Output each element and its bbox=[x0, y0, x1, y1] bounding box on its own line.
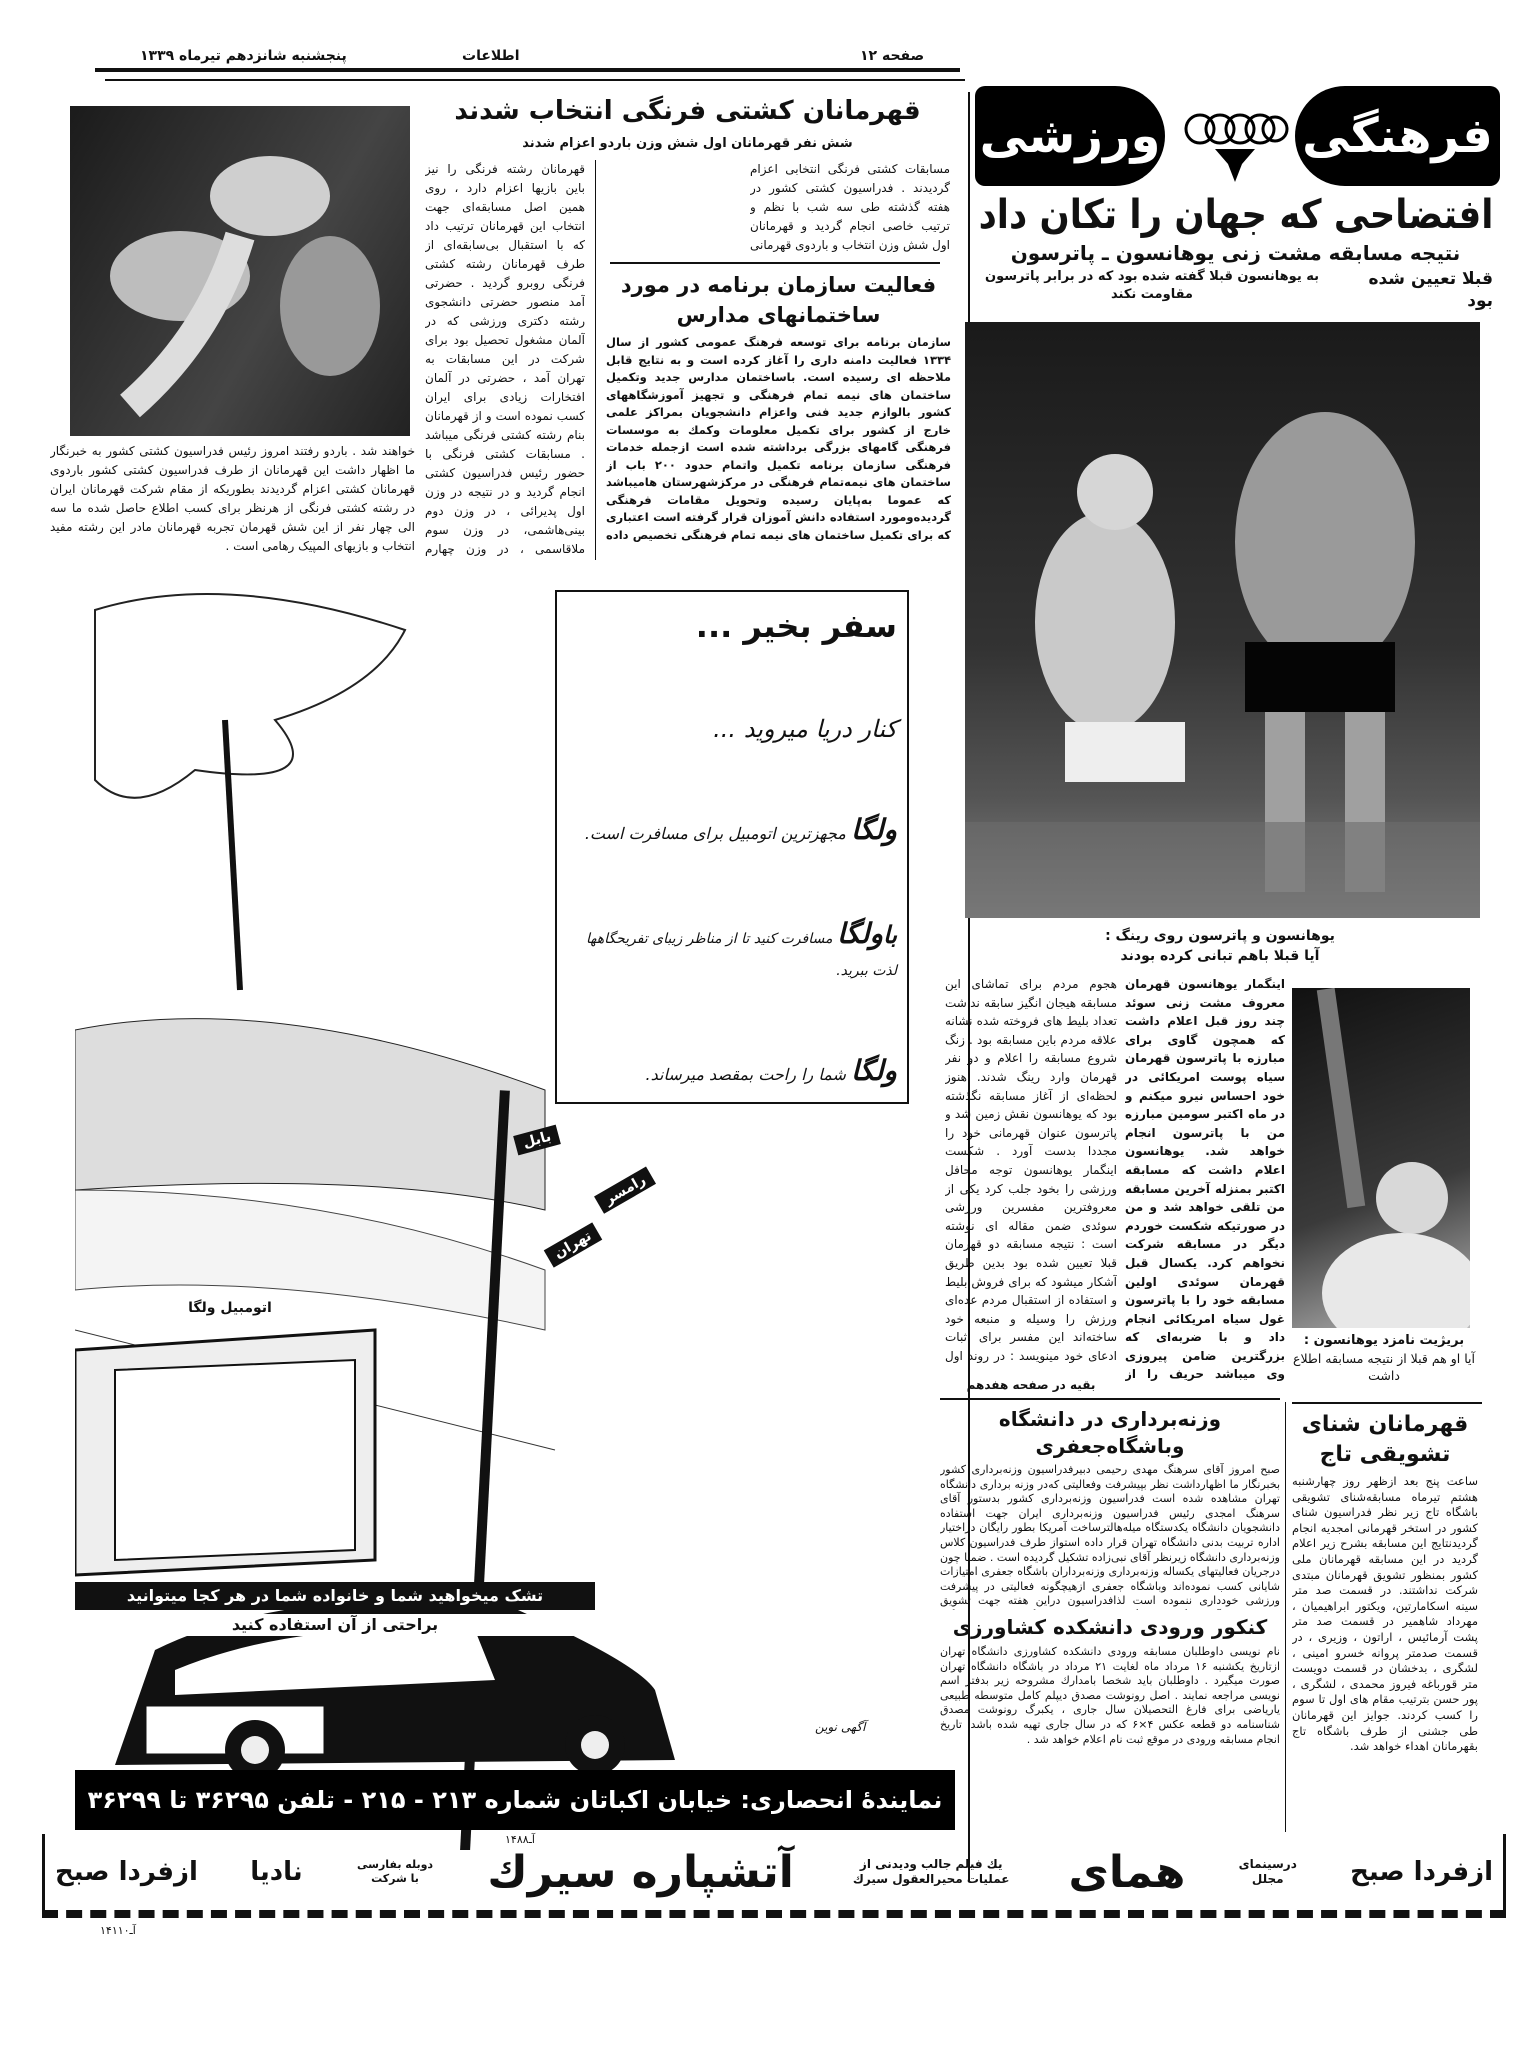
ad-line-3 bbox=[567, 813, 897, 851]
road-sign-ramsar: رامسر bbox=[594, 1166, 656, 1214]
boxing-column-2: هجوم مردم برای تماشای این مسابقه هیجان انگیز سابقه نداشت تعداد بلیط های فروخته شده نشانه علاقه مردم باین مسابقه بود . زنگ شروع مسابقه را اعلام و دو نفر قهرمان وارد رینگ شدند. هنوز لحظه‌ای از آغاز مسابقه نگذشته بود که یوهانسون نقش زمین شد و پاترسون عنوان قهرمانی خود را مجددا بدست آورد . شکست اینگمار یوهانسون توجه محافل ورزشی را بخود جلب کرد یکی از معروفترین مفسرین ورزشی سوئدی ضمن مقاله ای نوشته است : نتیجه مسابقه دو قهرمان قبلا تعیین شده بود بدین طریق آشکار میشود که برای فروش بلیط و استفاده از استقبال مردم عده‌ای ورزش را وسیله و منبعه خود ساخته‌اند این مفسر برای اثبات ادعای خود مینویسد : در روند اول bbox=[945, 977, 1117, 1363]
ad-slogans bbox=[75, 1582, 595, 1636]
weightlifting-body: صبح امروز آقای سرهنگ مهدی رحیمی دبیرفدراسیون وزنه‌برداری کشور بخبرنگار ما اظهارداشت نظر بپیشرفت وفعالیتی که‌در وزنه برداری دانشگاه تهران مشاهده شده است فدراسیون وزنه‌برداری کشور بدستور آقای سرهنگ امجدی رئیس فدراسیون وزنه‌برداری ایران جهت استفاده دانشجویان دانشگاه یکدستگاه میله‌هالترساخت آمریکا بطور رایگان دراختیار اداره تربیت بدنی دانشگاه تهران قرار داده استواز طرف فدراسیون کلاس وزنه‌برداری دانشگاه زیرنظر آقای نبی‌زاده تشکیل گردیده است . ضمنا چون درجریان فعالیتهای یکساله وزنه‌برداری وزنه‌برداران باشگاه جعفری امتیازات شایانی کسب نموده‌اند وباشگاه جعفری ازهیچگونه فعالیتی در پیشرفت ورزشی خودداری ننموده است لذافدراسیون دراین هفته جهت تشویق bbox=[940, 1463, 1280, 1608]
boxing-photo-caption-title: یوهانسون و پاترسون روی رینگ : bbox=[1105, 928, 1335, 944]
schools-headline: فعالیت سازمان برنامه در مورد ساختمانهای مدارس bbox=[620, 273, 937, 327]
ad-slogan-3: براحتی از آن استفاده کنید bbox=[75, 1614, 595, 1636]
konkur-article bbox=[940, 1614, 1280, 1828]
continued-note: بقیه در صفحه هفدهم bbox=[966, 1378, 1096, 1392]
logo-word-sport: ورزشی bbox=[975, 86, 1165, 186]
ad-line-5 bbox=[567, 1054, 897, 1092]
divider bbox=[1285, 1402, 1286, 1832]
brand-volga: ولگا bbox=[850, 1054, 897, 1087]
ad-line-1: سفر بخیر ... bbox=[695, 607, 897, 645]
cinema-advertisement bbox=[42, 1834, 1506, 1918]
film-title: آتشپاره سیرك bbox=[487, 1846, 794, 1898]
brigitte-photo bbox=[1292, 988, 1470, 1328]
ad-code: آـ۱۴۸۸ bbox=[505, 1833, 535, 1846]
schools-article bbox=[606, 270, 951, 542]
boxing-photo-caption bbox=[1020, 926, 1420, 966]
olympic-rings-icon bbox=[1180, 94, 1290, 182]
ad-line-2: کنار دریا میروید ... bbox=[713, 715, 897, 744]
divider bbox=[610, 262, 940, 264]
boxing-photo bbox=[965, 322, 1480, 918]
ad-line-4-text: مسافرت کنید تا از مناظر زیبای تفریحگاهها لذت ببرید. bbox=[585, 930, 897, 979]
divider bbox=[595, 160, 596, 560]
ad-agency: آگهی نوین bbox=[815, 1720, 866, 1734]
dubbed-note: دوبله بفارسی با شرکت bbox=[357, 1858, 434, 1885]
konkur-body: نام نویسی داوطلبان مسابقه ورودی دانشکده کشاورزی دانشگاه تهران ازتاریخ یکشنبه ۱۶ مرداد ماه لغایت ۲۱ مرداد در باشگاه دانشگاه تهران صورت میگیرد . داوطلبان باید شخصا بامدارك مشروحه زیر بدفتر اسم نویسی مراجعه نمایند . اصل رونوشت مصدق دیپلم کامل متوسطه طبیعی یاریاضی برای فارغ التحصیلان سال جاری ، یکبرگ رونوشت مصدق شناسنامه دو قطعه عکس ۴×۶ که در سال جاری تهیه شده باشد. تاریخ انجام مسابقه ورودی در موقع ثبت نام اعلام خواهد شد . bbox=[940, 1645, 1280, 1746]
ad-line-5-text: شما را راحت بمقصد میرساند. bbox=[645, 1065, 846, 1084]
wrestling-column-1: مسابقات کشتی فرنگی انتخابی اعزام گردیدند . فدراسیون کشتی کشور در هفته گذشته طی سه شب با نظم و ترتیب خاصی انجام گردید و قهرمانان اول شش وزن انتخاب و باردوی قهرمانی bbox=[750, 162, 950, 252]
issue-date: پنجشنبه شانزدهم تیرماه ۱۳۳۹ bbox=[140, 48, 347, 64]
swimming-body: ساعت پنج بعد ازظهر روز چهارشنبه هشتم تیرماه مسابقه‌شنای تشویقی باشگاه تاج زیر نظر فدراسیون شنای کشور در استخر قهرمانی امجدیه انجام گردیدنتایج این مسابقه بشرح زیر اعلام گردید در این مسابقه قهرمانان ملی کشور بمنظور تشویق قهرمانان مبتدی شرکت نداشتند. در قسمت صد متر سینه اسکامارتین، ویکتور ابراهیمیان ، مهرداد شاهمیر در قسمت صد متر پشت آرمائیس ، اراتون ، وزیری ، در قسمت صدمتر پروانه خسرو امینی ، لشگری ، بدخشان در قسمت دویست متر قورباغه فیروز محمدی ، لشگری ، پور حسن بترتیب مقام های اول تا سوم را کسب کردند. جوایز این قهرمانان طی جشنی از طرف باشگاه تاج بقهرمانان اهداء خواهد شد. bbox=[1292, 1474, 1478, 1754]
cinema-ad-code: آـ۱۴۱۱۰ bbox=[100, 1924, 136, 1937]
weightlifting-article bbox=[940, 1406, 1280, 1610]
cinema-name: همای bbox=[1068, 1846, 1186, 1898]
cinema-in: درسینمای مجلل bbox=[1238, 1857, 1297, 1886]
logo-word-culture: فرهنگی bbox=[1295, 86, 1500, 186]
cinema-from-tomorrow: ازفردا صبح bbox=[1350, 1857, 1493, 1887]
weightlifting-headline: وزنه‌برداری در دانشگاه وباشگاه‌جعفری bbox=[998, 1407, 1222, 1458]
page-number: صفحه ۱۲ bbox=[860, 48, 925, 64]
masthead-rule-thin bbox=[105, 79, 965, 81]
divider bbox=[1292, 1402, 1482, 1404]
ad-copy-box bbox=[555, 590, 909, 1104]
boxing-photo-caption-sub: آیا قبلا باهم تبانی کرده بودند bbox=[1120, 948, 1320, 964]
wrestling-header bbox=[430, 94, 945, 154]
cinema-from-tomorrow-left: ازفردا صبح bbox=[55, 1857, 198, 1887]
boxing-kicker-right: قبلا تعیین شده بود bbox=[1368, 269, 1493, 311]
ad-dealer-banner: نمایندهٔ انحصاری: خیابان اکباتان شماره ۲۱۳ - ۲۱۵ - تلفن ۳۶۲۹۵ تا ۳۶۲۹۹ bbox=[87, 1786, 943, 1814]
volga-advertisement bbox=[75, 570, 955, 1850]
brigitte-caption-sub: آیا او هم قبلا از نتیجه مسابقه اطلاع داشت bbox=[1292, 1351, 1475, 1383]
brand-volga: ولگا bbox=[836, 916, 883, 950]
brigitte-caption bbox=[1290, 1332, 1478, 1384]
swimming-headline: قهرمانان شنای تشویقی تاج bbox=[1301, 1412, 1469, 1467]
ad-slogan-2: تشک میخواهید شما و خانواده شما در هر کجا میتوانید bbox=[75, 1582, 595, 1610]
schools-body: سازمان برنامه برای توسعه فرهنگ عمومی کشور از سال ۱۳۳۴ فعالیت دامنه داری را آغاز کرده است و به نتایج قابل ملاحظه ای رسیده است. باساختمان مدارس جدید وتکمیل ساختمان های نیمه تمام فرهنگی و تجهیز آموزشگاههای کشور بالوازم جدید فنی واعزام دانشجویان بمراکز علمی خارج از کشور برای تکمیل معلومات وکمك به موسسات فرهنگی گامهای بزرگی برداشته شده است ازجمله خدمات فرهنگی سازمان برنامه تکمیل واتمام حدود ۲۰۰ باب از ساختمان های نیمه‌تمام فرهنگی در مرکزشهرستان هامیباشد که عموما به‌پایان رسیده وتحویل مقامات فرهنگی گردیده‌ومورد استفاده دانش آموزان قرار گرفته است اعتباری که برای تکمیل ساختمان های نیمه تمام فرهنگی تخصیص داده bbox=[606, 335, 951, 542]
wrestling-subhead: شش نفر قهرمانان اول شش وزن باردو اعزام شدند bbox=[522, 136, 853, 151]
ad-line-4 bbox=[567, 918, 897, 987]
wrestling-headline: قهرمانان کشتی فرنگی انتخاب شدند bbox=[454, 96, 921, 126]
road-sign-babol: بابل bbox=[513, 1125, 561, 1156]
masthead-rule bbox=[95, 68, 960, 72]
brand-volga: ولگا bbox=[850, 812, 897, 846]
swimming-article bbox=[1292, 1410, 1478, 1828]
konkur-headline: کنکور ورودی دانشکده کشاورزی bbox=[952, 1615, 1268, 1639]
boxing-headline: افتضاحی که جهان را تکان داد bbox=[978, 192, 1493, 238]
divider bbox=[940, 1398, 1280, 1400]
wrestling-column-3: خواهند شد . باردو رفتند امروز رئیس فدراسیون کشتی کشور به خبرنگار ما اظهار داشت این قهرمانان از طرف فدراسیون کشتی کشور باردوی قهرمانان کشتی اعزام گردیدند بطوریکه از مقام شرکت قهرمانان ایران در رشته کشتی فرنگی از هرنظر برای کسب اطلاع حاصل شده ما سه الی چهار نفر از این شش قهرمان تجربه قهرمانان مادر این رشته مفید انتخاب و بازیهای المپیک رهامی است . bbox=[50, 444, 415, 553]
ad-line-3-text: مجهزترین اتومبیل برای مسافرت است. bbox=[584, 823, 846, 843]
paper-name: اطلاعات bbox=[462, 48, 520, 64]
boxing-kicker-left: به یوهانسون قبلا گفته شده بود که در برابر پاترسون مقاومت نکند bbox=[984, 269, 1319, 302]
boxing-header bbox=[978, 192, 1493, 318]
ad-line-4-prefix: با bbox=[883, 920, 897, 949]
road-sign-tehran: تهران bbox=[544, 1222, 602, 1267]
boxing-subhead: نتیجه مسابقه مشت زنی یوهانسون ـ پاترسون bbox=[1010, 241, 1461, 265]
ad-slogan-1: اتومبیل ولگا bbox=[115, 1300, 345, 1316]
section-logo bbox=[975, 86, 1500, 186]
wrestling-column-2: قهرمانان رشته فرنگی را نیز باین بازیها اعزام دارد ، روی همین اصل مسابقه‌ای جهت انتخاب این قهرمانان ترتیب داد که با استقبال بی‌سابقه‌ای از طرف قهرمانان رشته کشتی فرنگی روبرو گردید . حضرتی آمد منصور حضرتی دانشجوی رشته دکتری ورزشی که در آلمان مشغول تحصیل بود برای شرکت در این مسابقات به تهران آمد ، حضرتی در آلمان افتخارات زیادی برای ایران کسب نموده است و از قهرمانان بنام رشته کشتی فرنگی میباشد . مسابقات کشتی فرنگی با حضور رئیس فدراسیون کشتی انجام گردید و در نتیجه در وزن اول پدیرائی ، در وزن دوم بینی‌هاشمی، در وزن سوم ملاقاسمی ، در وزن چهارم bbox=[425, 162, 585, 556]
boxing-column-1: اینگمار یوهانسون قهرمان معروف مشت زنی سوئد چند روز قبل اعلام داشت که همچون گاوی برای مبارزه با پاترسون قهرمان سیاه پوست امریکائی در خود احساس نیرو میکنم و در ماه اکتبر سومین مبارزه من با پاترسون انجام خواهد شد. یوهانسون اعلام داشت که مسابقه اکتبر بمنزله آخرین مسابقه من تلقی خواهد شد و من در صورتیکه شکست خوردم دیگر در مسابقه شرکت نخواهم کرد. یکسال قبل قهرمان سوئدی اولین مسابقه خود را با پاترسون غول سیاه امریکائی انجام داد و با ضربه‌ای که بزرگترین ضامن پیروزی وی میباشد حریف را از bbox=[1125, 977, 1285, 1382]
wrestling-photo bbox=[70, 106, 410, 436]
film-description: یك فیلم جالب ودیدنی از عملیات محیرالعقول سیرك bbox=[852, 1857, 1010, 1886]
film-star: نادیا bbox=[250, 1857, 303, 1887]
brigitte-caption-title: بریژیت نامزد یوهانسون : bbox=[1303, 1333, 1465, 1348]
ad-dealer-banner-box bbox=[75, 1770, 955, 1830]
